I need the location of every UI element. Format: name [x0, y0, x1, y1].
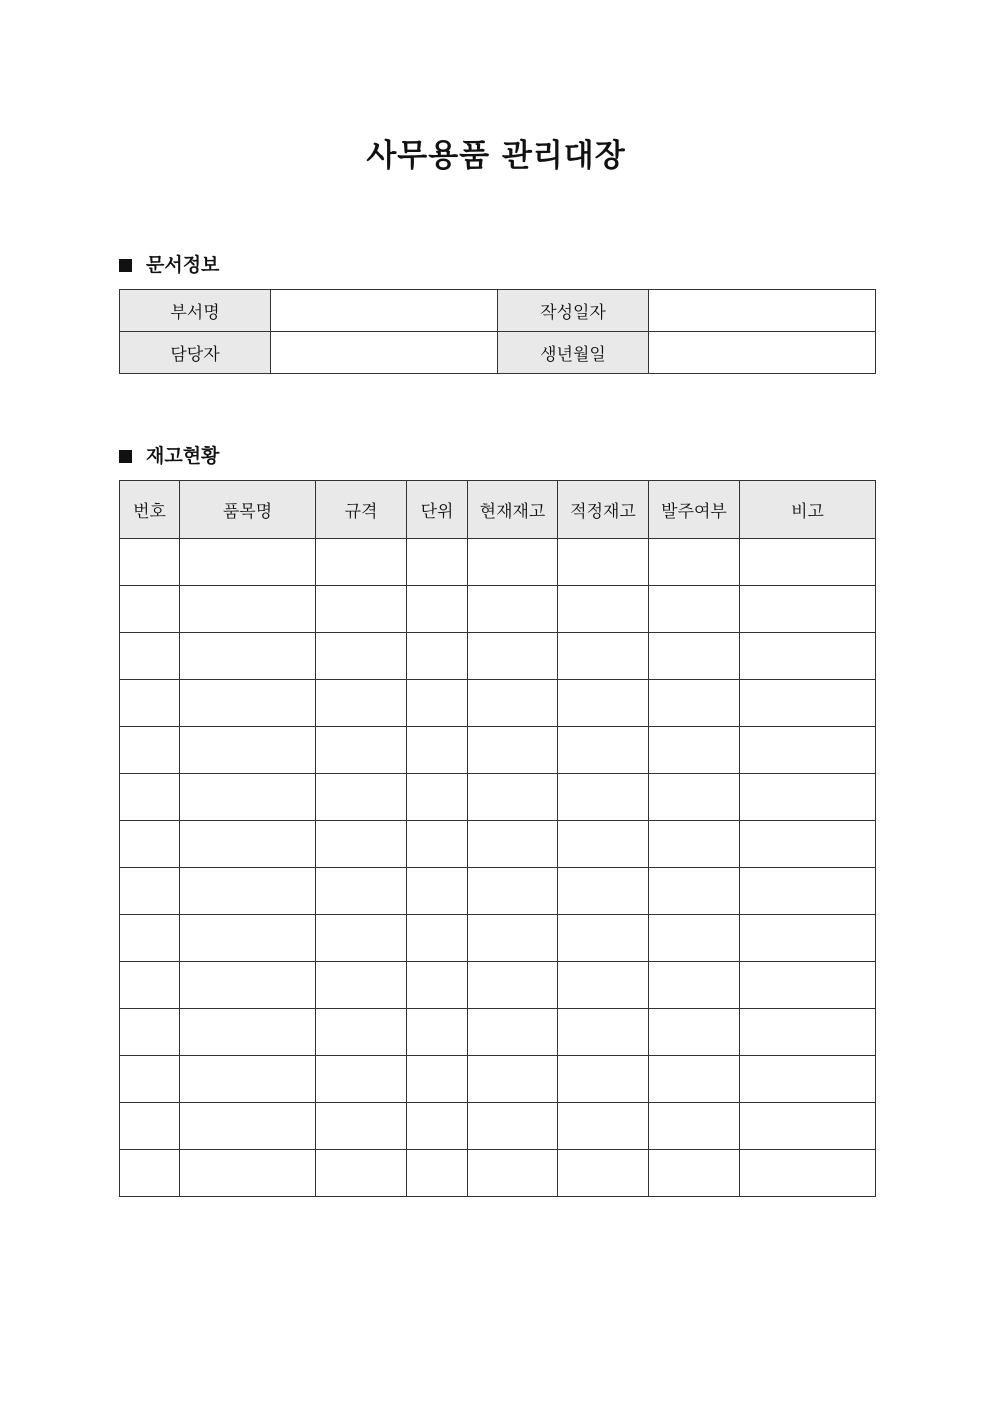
cell-remarks[interactable] — [740, 1150, 876, 1197]
cell-number[interactable] — [120, 868, 180, 915]
cell-current-stock[interactable] — [468, 633, 558, 680]
cell-spec[interactable] — [316, 727, 407, 774]
cell-order-status[interactable] — [649, 962, 740, 1009]
section-heading-label: 재고현황 — [146, 445, 220, 467]
column-header-unit: 단위 — [407, 481, 468, 539]
cell-spec[interactable] — [316, 680, 407, 727]
cell-unit[interactable] — [407, 586, 468, 633]
inventory-table — [119, 480, 876, 1197]
cell-unit[interactable] — [407, 539, 468, 586]
doc-info-table — [119, 289, 876, 374]
cell-unit[interactable] — [407, 774, 468, 821]
cell-order-status[interactable] — [649, 633, 740, 680]
cell-item-name[interactable] — [180, 915, 316, 962]
cell-spec[interactable] — [316, 1103, 407, 1150]
cell-order-status[interactable] — [649, 915, 740, 962]
cell-item-name[interactable] — [180, 868, 316, 915]
table-row — [120, 1056, 876, 1103]
cell-remarks[interactable] — [740, 680, 876, 727]
square-bullet-icon — [119, 259, 132, 272]
cell-spec[interactable] — [316, 962, 407, 1009]
cell-item-name[interactable] — [180, 962, 316, 1009]
field-value-date-written[interactable] — [649, 290, 876, 332]
cell-unit[interactable] — [407, 633, 468, 680]
table-row — [120, 1009, 876, 1056]
field-label-date-written: 작성일자 — [498, 290, 649, 332]
cell-number[interactable] — [120, 633, 180, 680]
cell-proper-stock[interactable] — [558, 633, 649, 680]
cell-order-status[interactable] — [649, 727, 740, 774]
column-header-remarks: 비고 — [740, 481, 876, 539]
cell-item-name[interactable] — [180, 1103, 316, 1150]
field-value-manager[interactable] — [271, 332, 498, 374]
cell-unit[interactable] — [407, 962, 468, 1009]
cell-unit[interactable] — [407, 915, 468, 962]
cell-number[interactable] — [120, 586, 180, 633]
table-row — [120, 1150, 876, 1197]
cell-remarks[interactable] — [740, 915, 876, 962]
cell-item-name[interactable] — [180, 821, 316, 868]
cell-order-status[interactable] — [649, 1056, 740, 1103]
cell-current-stock[interactable] — [468, 727, 558, 774]
cell-current-stock[interactable] — [468, 586, 558, 633]
cell-spec[interactable] — [316, 868, 407, 915]
cell-proper-stock[interactable] — [558, 868, 649, 915]
table-row — [120, 915, 876, 962]
cell-item-name[interactable] — [180, 1009, 316, 1056]
cell-proper-stock[interactable] — [558, 1150, 649, 1197]
cell-order-status[interactable] — [649, 774, 740, 821]
cell-spec[interactable] — [316, 539, 407, 586]
table-row — [120, 633, 876, 680]
cell-remarks[interactable] — [740, 1103, 876, 1150]
cell-remarks[interactable] — [740, 586, 876, 633]
cell-current-stock[interactable] — [468, 1150, 558, 1197]
column-header-proper-stock: 적정재고 — [558, 481, 649, 539]
cell-proper-stock[interactable] — [558, 586, 649, 633]
cell-current-stock[interactable] — [468, 868, 558, 915]
cell-number[interactable] — [120, 774, 180, 821]
table-row — [120, 586, 876, 633]
cell-current-stock[interactable] — [468, 680, 558, 727]
cell-number[interactable] — [120, 680, 180, 727]
cell-remarks[interactable] — [740, 1056, 876, 1103]
table-header-row — [120, 481, 876, 539]
cell-order-status[interactable] — [649, 586, 740, 633]
field-label-birth-date: 생년월일 — [498, 332, 649, 374]
field-label-department: 부서명 — [120, 290, 271, 332]
cell-remarks[interactable] — [740, 727, 876, 774]
column-header-spec: 규격 — [316, 481, 407, 539]
cell-remarks[interactable] — [740, 868, 876, 915]
cell-spec[interactable] — [316, 821, 407, 868]
cell-proper-stock[interactable] — [558, 1056, 649, 1103]
table-row — [120, 290, 876, 332]
field-value-birth-date[interactable] — [649, 332, 876, 374]
table-row — [120, 727, 876, 774]
cell-item-name[interactable] — [180, 586, 316, 633]
column-header-item-name: 품목명 — [180, 481, 316, 539]
column-header-current-stock: 현재재고 — [468, 481, 558, 539]
cell-item-name[interactable] — [180, 633, 316, 680]
table-row — [120, 680, 876, 727]
cell-proper-stock[interactable] — [558, 1103, 649, 1150]
cell-number[interactable] — [120, 915, 180, 962]
cell-order-status[interactable] — [649, 1103, 740, 1150]
cell-current-stock[interactable] — [468, 1103, 558, 1150]
cell-item-name[interactable] — [180, 539, 316, 586]
cell-remarks[interactable] — [740, 821, 876, 868]
cell-unit[interactable] — [407, 1009, 468, 1056]
cell-proper-stock[interactable] — [558, 727, 649, 774]
cell-current-stock[interactable] — [468, 1056, 558, 1103]
cell-proper-stock[interactable] — [558, 1009, 649, 1056]
cell-order-status[interactable] — [649, 868, 740, 915]
document-title: 사무용품 관리대장 — [366, 138, 626, 174]
cell-proper-stock[interactable] — [558, 821, 649, 868]
cell-number[interactable] — [120, 1150, 180, 1197]
cell-item-name[interactable] — [180, 1056, 316, 1103]
cell-remarks[interactable] — [740, 633, 876, 680]
cell-number[interactable] — [120, 821, 180, 868]
square-bullet-icon — [119, 450, 132, 463]
section-heading-label: 문서정보 — [146, 254, 220, 276]
cell-order-status[interactable] — [649, 680, 740, 727]
cell-remarks[interactable] — [740, 1009, 876, 1056]
cell-number[interactable] — [120, 1009, 180, 1056]
field-label-manager: 담당자 — [120, 332, 271, 374]
cell-order-status[interactable] — [649, 821, 740, 868]
cell-order-status[interactable] — [649, 1009, 740, 1056]
cell-unit[interactable] — [407, 821, 468, 868]
cell-item-name[interactable] — [180, 774, 316, 821]
cell-current-stock[interactable] — [468, 962, 558, 1009]
cell-unit[interactable] — [407, 727, 468, 774]
table-row — [120, 1103, 876, 1150]
cell-spec[interactable] — [316, 633, 407, 680]
cell-item-name[interactable] — [180, 1150, 316, 1197]
cell-unit[interactable] — [407, 868, 468, 915]
cell-spec[interactable] — [316, 774, 407, 821]
cell-spec[interactable] — [316, 586, 407, 633]
cell-current-stock[interactable] — [468, 539, 558, 586]
section-heading-inventory — [119, 444, 219, 468]
cell-unit[interactable] — [407, 1056, 468, 1103]
cell-number[interactable] — [120, 1103, 180, 1150]
section-heading-doc-info — [119, 253, 219, 277]
cell-remarks[interactable] — [740, 774, 876, 821]
cell-proper-stock[interactable] — [558, 915, 649, 962]
cell-number[interactable] — [120, 962, 180, 1009]
cell-number[interactable] — [120, 727, 180, 774]
cell-current-stock[interactable] — [468, 1009, 558, 1056]
table-row — [120, 868, 876, 915]
table-row — [120, 962, 876, 1009]
cell-proper-stock[interactable] — [558, 539, 649, 586]
cell-current-stock[interactable] — [468, 821, 558, 868]
table-row — [120, 539, 876, 586]
column-header-order-status: 발주여부 — [649, 481, 740, 539]
cell-spec[interactable] — [316, 1056, 407, 1103]
cell-proper-stock[interactable] — [558, 774, 649, 821]
cell-spec[interactable] — [316, 915, 407, 962]
cell-number[interactable] — [120, 539, 180, 586]
cell-order-status[interactable] — [649, 1150, 740, 1197]
cell-remarks[interactable] — [740, 539, 876, 586]
cell-current-stock[interactable] — [468, 774, 558, 821]
table-row — [120, 774, 876, 821]
column-header-number: 번호 — [120, 481, 180, 539]
cell-order-status[interactable] — [649, 539, 740, 586]
cell-remarks[interactable] — [740, 962, 876, 1009]
cell-item-name[interactable] — [180, 727, 316, 774]
cell-unit[interactable] — [407, 680, 468, 727]
cell-item-name[interactable] — [180, 680, 316, 727]
table-row — [120, 821, 876, 868]
cell-spec[interactable] — [316, 1150, 407, 1197]
cell-proper-stock[interactable] — [558, 962, 649, 1009]
table-row — [120, 332, 876, 374]
cell-unit[interactable] — [407, 1103, 468, 1150]
cell-proper-stock[interactable] — [558, 680, 649, 727]
cell-current-stock[interactable] — [468, 915, 558, 962]
field-value-department[interactable] — [271, 290, 498, 332]
cell-unit[interactable] — [407, 1150, 468, 1197]
cell-number[interactable] — [120, 1056, 180, 1103]
cell-spec[interactable] — [316, 1009, 407, 1056]
